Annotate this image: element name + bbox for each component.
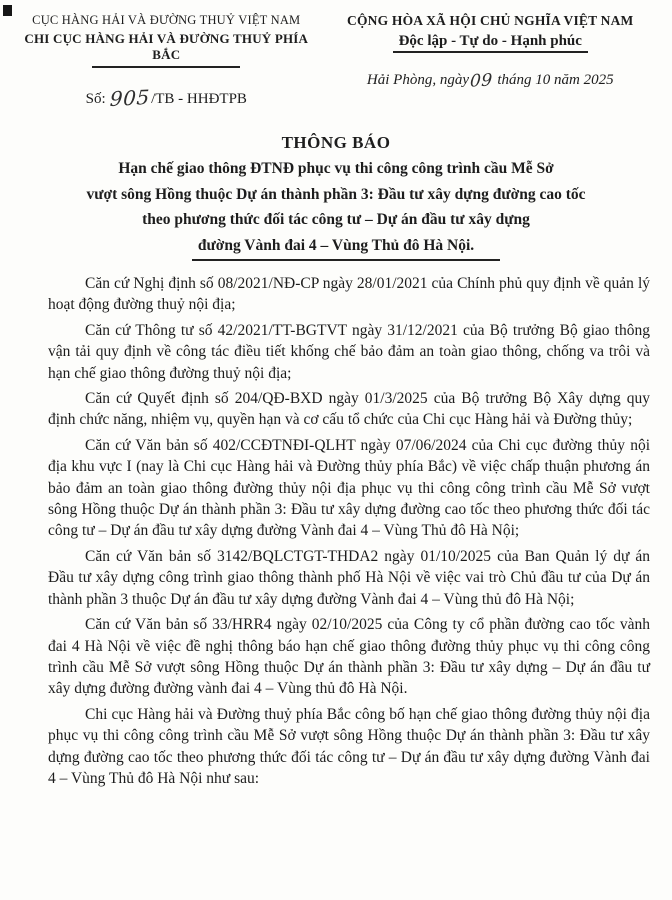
place-date-suffix: tháng 10 năm 2025	[497, 72, 614, 88]
national-motto-block	[319, 13, 662, 108]
legal-basis-paragraph: Căn cứ Văn bản số 3142/BQLCTGT-THDA2 ngày 01/10/2025 của Ban Quản lý dự án Đầu tư xây dựng công trình giao thông thành phố Hà Nội về việc vai trò Chủ đầu tư của Dự án thành phần 3 thuộc Dự án đầu tư xây dựng đường Vành đai 4 – Vùng thủ đô Hà Nội;	[48, 547, 650, 608]
document-number-label: Số:	[85, 91, 106, 107]
subtitle-line-4: đường Vành đai 4 – Vùng Thủ đô Hà Nội.	[197, 236, 475, 254]
date-day-handwritten: 09	[469, 70, 494, 92]
document-subtitle	[0, 156, 672, 258]
legal-basis-paragraph: Căn cứ Quyết định số 204/QĐ-BXD ngày 01/3/2025 của Bộ trưởng Bộ Xây dựng quy định chức năng, nhiệm vụ, quyền hạn và cơ cấu tổ chức của Chi cục Hàng hải và Đường thủy;	[48, 390, 650, 429]
issuing-org-name: CHI CỤC HÀNG HẢI VÀ ĐƯỜNG THUỶ PHÍA BẮC	[24, 31, 309, 62]
title-block	[0, 133, 672, 261]
scan-artifact-mark	[3, 5, 12, 16]
document-number-suffix: /TB - HHĐTPB	[151, 91, 247, 107]
parent-org-name: CỤC HÀNG HẢI VÀ ĐƯỜNG THUỶ VIỆT NAM	[32, 13, 301, 27]
subtitle-line-1: Hạn chế giao thông ĐTNĐ phục vụ thi công công trình cầu Mễ Sở	[118, 160, 554, 177]
place-date-prefix: Hải Phòng, ngày	[366, 72, 469, 88]
org-name-underline	[92, 66, 240, 68]
legal-basis-paragraph: Căn cứ Nghị định số 08/2021/NĐ-CP ngày 28/01/2021 của Chính phủ quy định về quản lý hoạt động đường thuỷ nội địa;	[48, 275, 650, 314]
document-number-line	[14, 84, 319, 112]
announcement-paragraph: Chi cục Hàng hải và Đường thuỷ phía Bắc công bố hạn chế giao thông đường thủy nội địa phục vụ thi công công trình cầu Mễ Sở vượt sông Hồng thuộc Dự án thành phần 3: Đầu tư xây dựng đường cao tốc theo phương thức đối tác công tư – Dự án đầu tư xây dựng đường Vành đai 4 – Vùng Thủ đô Hà Nội như sau:	[48, 705, 650, 787]
legal-basis-paragraph: Căn cứ Văn bản số 402/CCĐTNĐI-QLHT ngày 07/06/2024 của Chi cục đường thủy nội địa khu vực I (nay là Chi cục Hàng hải và Đường thủy phía Bắc) về việc chấp thuận phương án bảo đảm an toàn giao thông đường thủy nội địa phục vụ thi công công trình cầu Mễ Sở vượt sông Hồng thuộc Dự án thành phần 3: Đầu tư xây dựng đường cao tốc theo phương thức đối tác công tư – Dự án đầu tư xây dựng đường Vành đai 4 – Vùng Thủ đô Hà Nội;	[48, 436, 650, 540]
place-date-line	[319, 70, 662, 92]
subtitle-line-3: theo phương thức đối tác công tư – Dự án đầu tư xây dựng	[142, 211, 530, 228]
subtitle-line-2: vượt sông Hồng thuộc Dự án thành phần 3: Đầu tư xây dựng đường cao tốc	[86, 185, 586, 203]
document-type-heading: THÔNG BÁO	[281, 133, 391, 152]
issuing-org-block	[14, 13, 319, 112]
national-motto: Độc lập - Tự do - Hạnh phúc	[393, 33, 588, 53]
document-number-handwritten: 905	[109, 84, 151, 112]
legal-basis-paragraph: Căn cứ Thông tư số 42/2021/TT-BGTVT ngày 31/12/2021 của Bộ trưởng Bộ giao thông vận tải quy định về công tác điều tiết khống chế bảo đảm an toàn giao thông, chống va trôi và hạn chế giao thông đường thuỷ nội địa;	[48, 321, 650, 382]
legal-basis-paragraph: Căn cứ Văn bản số 33/HRR4 ngày 02/10/2025 của Công ty cổ phần đường cao tốc vành đai 4 Hà Nội về việc đề nghị thông báo hạn chế giao thông đường thủy phục vụ thi công công trình cầu Mễ Sở vượt sông Hồng thuộc Dự án thành phần 3: Đầu tư xây dựng – Dự án đầu tư xây dựng đường đường vành đai 4 – Vùng thủ đô Hà Nội.	[48, 616, 650, 698]
national-title: CỘNG HÒA XÃ HỘI CHỦ NGHĨA VIỆT NAM	[347, 13, 634, 28]
document-header	[0, 0, 672, 112]
document-body	[0, 261, 672, 789]
